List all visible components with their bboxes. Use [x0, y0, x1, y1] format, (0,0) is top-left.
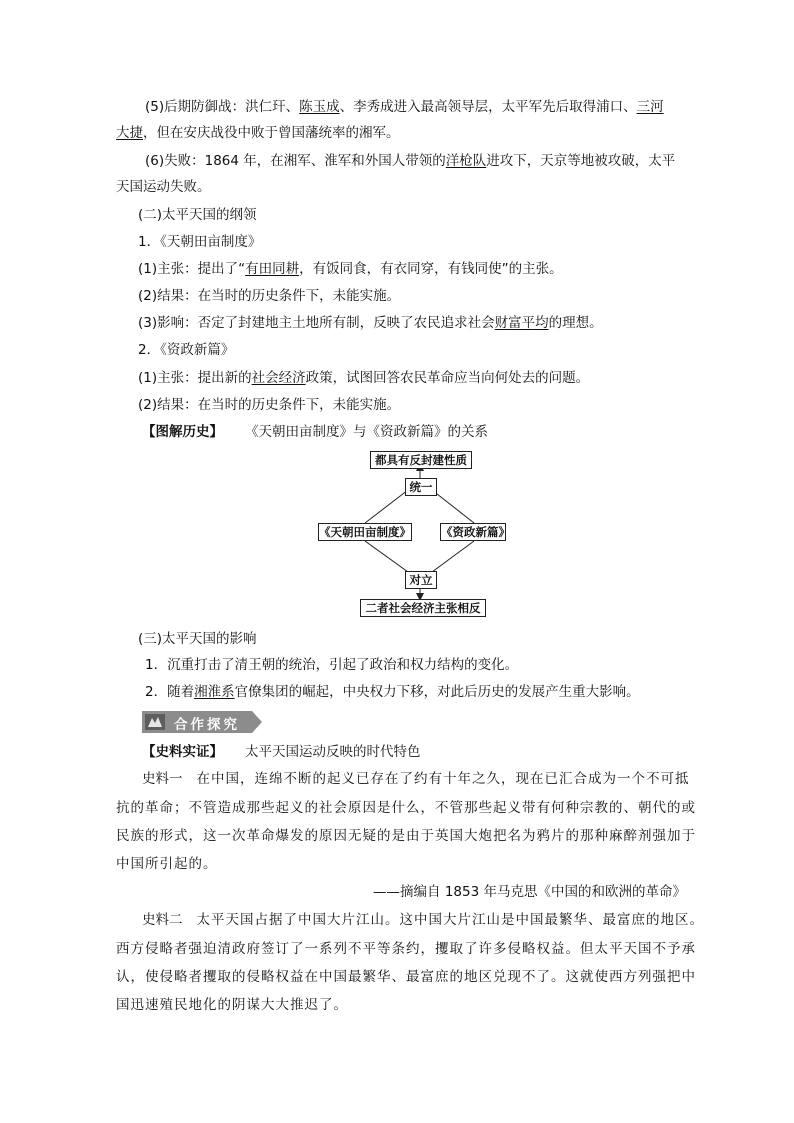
cooperative-inquiry-banner: [142, 711, 262, 733]
source2-line-4: 国迅速殖民地化的阴谋大大推迟了。: [116, 997, 348, 1013]
program-item1-result: (2)结果：在当时的历史条件下，未能实施。: [138, 288, 401, 304]
underlined-term: 大捷: [116, 125, 143, 141]
source1-line-4: 中国所引起的。: [116, 856, 218, 872]
underlined-term: 陈玉成: [299, 99, 340, 115]
source2-line-1: 史料二 太平天国占据了中国大片江山。这中国大片江山是中国最繁华、最富庶的地区。: [142, 912, 704, 928]
influence-item-2: 2．随着湘淮系官僚集团的崛起，中央权力下移，对此后历史的发展产生重大影响。: [145, 684, 640, 700]
failure-line-1: (6)失败：1864 年，在湘军、淮军和外国人带领的洋枪队进攻下，天京等地被攻破，太平: [145, 153, 676, 169]
source2-line-3: 认，使侵略者攫取的侵略权益在中国最繁华、最富庶的地区兑现不了。这就使西方列强把中: [116, 969, 696, 985]
underlined-term: 三河: [636, 99, 664, 115]
source1-label: 史料一: [142, 771, 183, 787]
underlined-term: 洋枪队: [445, 153, 487, 169]
evidence-tag: 【史料实证】: [142, 744, 223, 760]
later-defense-line-2: 大捷，但在安庆战役中败于曾国藩统率的湘军。: [116, 125, 400, 141]
line-right-to-opposition: [432, 541, 474, 572]
source1-citation: ——摘编自 1853 年马克思《中国的和欧洲的革命》: [373, 884, 686, 900]
source2-label: 史料二: [142, 912, 183, 928]
program-item2-title: 2．《资政新篇》: [138, 342, 235, 358]
diagram-title: 《天朝田亩制度》与《资政新篇》的关系: [245, 424, 488, 440]
source1-line-2: 抗的革命；不管造成那些起义的社会原因是什么，不管那些起义带有何种宗教的、朝代的或: [116, 800, 696, 816]
program-item2-result: (2)结果：在当时的历史条件下，未能实施。: [138, 397, 401, 413]
banner-label: 合作探究: [174, 717, 240, 733]
program-item1-title: 1．《天朝田亩制度》: [138, 234, 262, 250]
diagram-tag: 【图解历史】: [142, 424, 223, 440]
diagram-node-unity: 统一: [405, 478, 437, 496]
evidence-title: 太平天国运动反映的时代特色: [245, 744, 421, 760]
later-defense-line-1: (5)后期防御战：洪仁玕、陈玉成、李秀成进入最高领导层，太平军先后取得浦口、三河: [145, 99, 664, 115]
influence-item-1: 1．沉重打击了清王朝的统治，引起了政治和权力结构的变化。: [145, 657, 519, 673]
program-item2-claim: (1)主张：提出新的社会经济政策，试图回答农民革命应当向何处去的问题。: [138, 370, 590, 386]
evidence-heading: [142, 743, 421, 761]
source1-line-1: 史料一 在中国，连绵不断的起义已存在了约有十年之久，现在已汇合成为一个不可抵: [142, 771, 690, 787]
line-left-to-opposition: [365, 541, 408, 572]
diagram-node-new-policy: 《资政新篇》: [441, 525, 510, 539]
line-left-to-unity: [365, 490, 408, 523]
program-heading: (二)太平天国的纲领: [138, 207, 257, 223]
underlined-term: 有田同耕: [245, 261, 300, 277]
underlined-term: 社会经济: [251, 370, 306, 386]
underlined-term: 湘淮系: [194, 684, 235, 700]
program-item1-effect: (3)影响：否定了封建地主土地所有制，反映了农民追求社会财富平均的理想。: [138, 315, 603, 331]
failure-line-2: 天国运动失败。: [116, 179, 211, 195]
diagram-node-land-system: 《天朝田亩制度》: [319, 525, 411, 539]
diagram-node-shared-trait: 都具有反封建性质: [370, 451, 472, 469]
influence-heading: (三)太平天国的影响: [138, 631, 257, 647]
diagram-node-opposition: 对立: [405, 571, 437, 589]
source2-line-2: 西方侵略者强迫清政府签订了一系列不平等条约，攫取了许多侵略权益。但太平天国不予承: [116, 941, 696, 957]
source1-line-3: 民族的形式，这一次革命爆发的原因无疑的是由于英国大炮把名为鸦片的那种麻醉剂强加于: [116, 828, 696, 844]
underlined-term: 财富平均: [494, 315, 549, 331]
diagram-node-contrary-claims: 二者社会经济主张相反: [360, 599, 486, 617]
line-right-to-unity: [432, 490, 474, 523]
program-item1-claim: (1)主张：提出了“有田同耕，有饭同食，有衣同穿，有钱同使”的主张。: [138, 261, 563, 277]
